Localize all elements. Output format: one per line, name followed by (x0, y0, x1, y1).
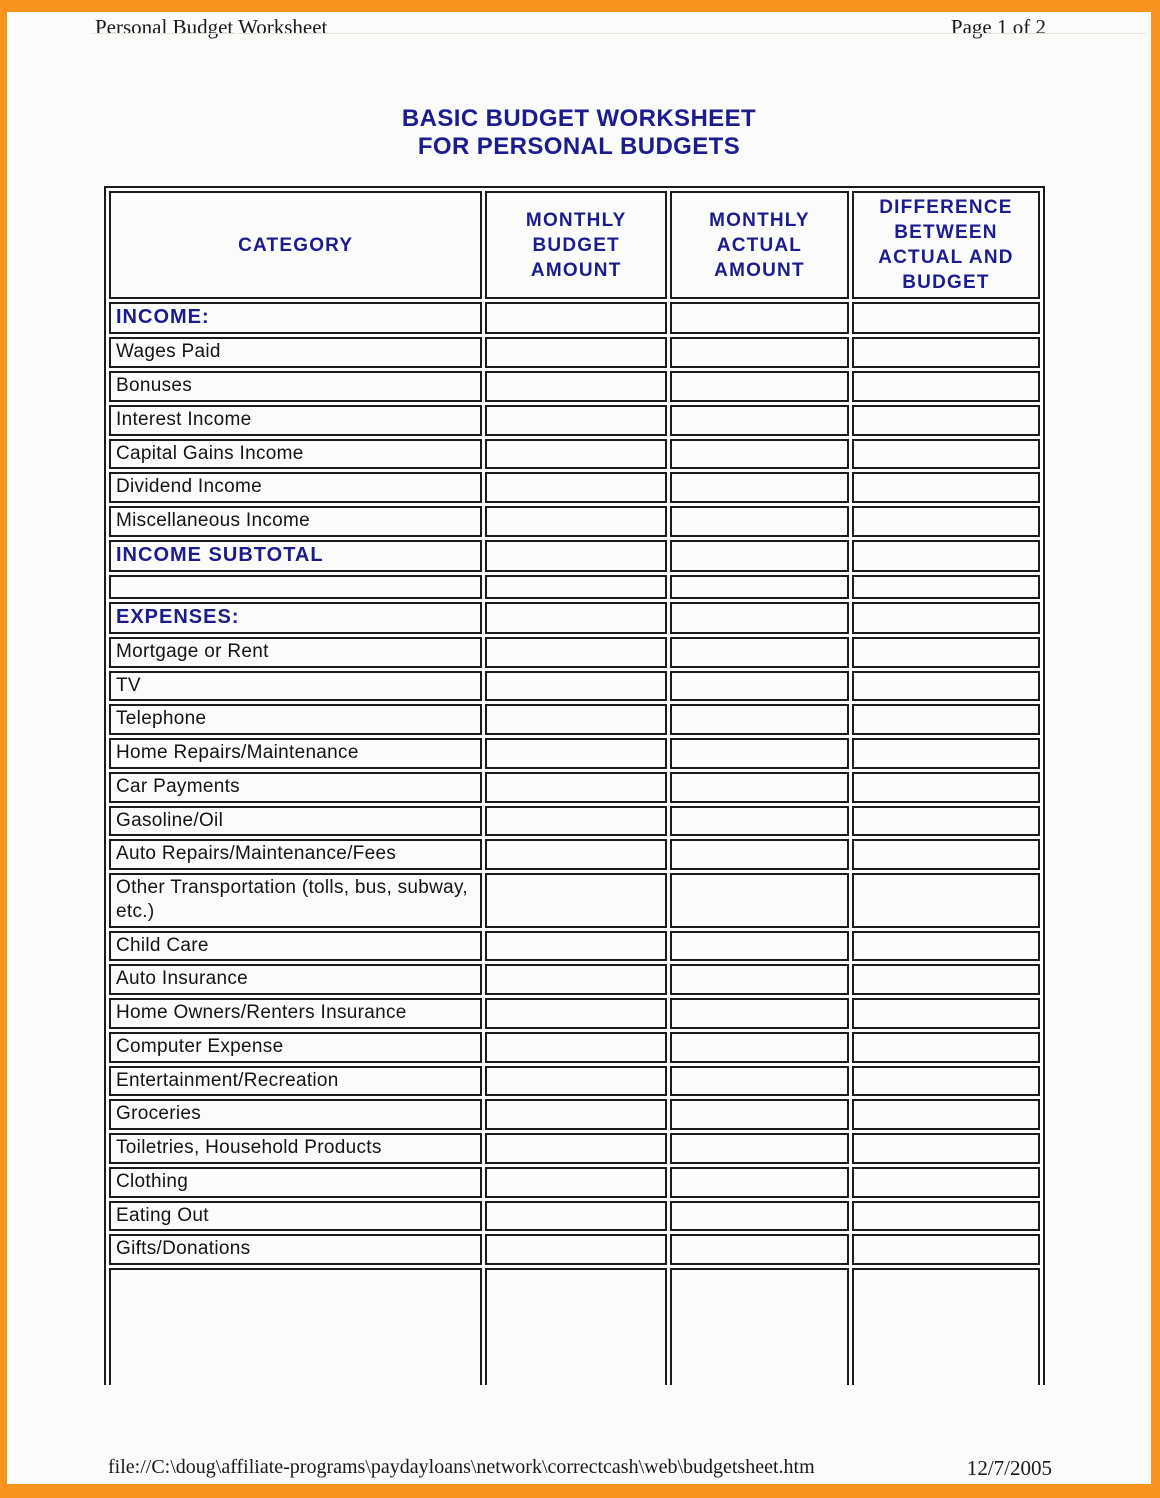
budget-amount-cell (485, 998, 667, 1029)
difference-cell (852, 998, 1040, 1029)
table-row (109, 1133, 1040, 1164)
difference-cell (852, 1234, 1040, 1265)
table-row (109, 839, 1040, 870)
budget-amount-cell (485, 302, 667, 334)
difference-cell (852, 302, 1040, 334)
category-cell: Home Repairs/Maintenance (109, 738, 482, 769)
table-row (109, 873, 1040, 928)
table-row (109, 371, 1040, 402)
difference-cell (852, 1167, 1040, 1198)
difference-cell (852, 931, 1040, 962)
actual-amount-cell (670, 472, 849, 503)
table-row (109, 964, 1040, 995)
budget-amount-cell (485, 506, 667, 537)
category-cell: INCOME SUBTOTAL (109, 540, 482, 572)
difference-cell (852, 738, 1040, 769)
category-cell: Auto Insurance (109, 964, 482, 995)
budget-amount-cell (485, 637, 667, 668)
actual-amount-cell (670, 964, 849, 995)
category-cell: Home Owners/Renters Insurance (109, 998, 482, 1029)
actual-amount-cell (670, 873, 849, 928)
difference-cell (852, 671, 1040, 702)
difference-cell (852, 575, 1040, 599)
actual-amount-cell (670, 405, 849, 436)
budget-amount-cell (485, 772, 667, 803)
actual-amount-cell (670, 1201, 849, 1232)
budget-amount-cell (485, 964, 667, 995)
column-header-monthly-budget-amount: MONTHLY BUDGET AMOUNT (485, 191, 667, 299)
actual-amount-cell (670, 637, 849, 668)
actual-amount-cell (670, 931, 849, 962)
actual-amount-cell (670, 575, 849, 599)
actual-amount-cell (670, 1032, 849, 1063)
category-cell: Entertainment/Recreation (109, 1066, 482, 1097)
category-cell: TV (109, 671, 482, 702)
category-cell: Miscellaneous Income (109, 506, 482, 537)
document-title (7, 105, 1151, 161)
category-cell: EXPENSES: (109, 602, 482, 634)
difference-cell (852, 1032, 1040, 1063)
table-row (109, 1032, 1040, 1063)
difference-cell (852, 839, 1040, 870)
table-row (109, 1234, 1040, 1265)
budget-amount-cell (485, 472, 667, 503)
table-row (109, 439, 1040, 470)
difference-cell (852, 1099, 1040, 1130)
table-row (109, 337, 1040, 368)
table-row (109, 704, 1040, 735)
table-row (109, 472, 1040, 503)
table-row (109, 302, 1040, 334)
actual-amount-cell (670, 1234, 849, 1265)
difference-cell (852, 1066, 1040, 1097)
column-header-monthly-actual-amount: MONTHLY ACTUAL AMOUNT (670, 191, 849, 299)
budget-amount-cell (485, 1167, 667, 1198)
budget-amount-cell (485, 1133, 667, 1164)
budget-amount-cell (485, 1066, 667, 1097)
category-cell: Child Care (109, 931, 482, 962)
actual-amount-cell (670, 1133, 849, 1164)
table-row (109, 575, 1040, 599)
document-title-line1: BASIC BUDGET WORKSHEET (401, 105, 757, 132)
print-footer-file-path: file://C:\doug\affiliate-programs\paydayloans\network\correctcash\web\budgetsheet.htm (108, 1456, 815, 1478)
category-cell: Gifts/Donations (109, 1234, 482, 1265)
table-row (109, 671, 1040, 702)
difference-cell (852, 405, 1040, 436)
actual-amount-cell (670, 704, 849, 735)
table-header-row (109, 191, 1040, 299)
actual-amount-cell (670, 337, 849, 368)
difference-cell (852, 472, 1040, 503)
actual-amount-cell (670, 671, 849, 702)
budget-amount-cell (485, 704, 667, 735)
difference-cell (852, 873, 1040, 928)
table-row (109, 1066, 1040, 1097)
actual-amount-cell (670, 839, 849, 870)
budget-amount-cell (485, 371, 667, 402)
difference-cell (852, 1268, 1040, 1385)
difference-cell (852, 637, 1040, 668)
budget-amount-cell (485, 602, 667, 634)
table-row (109, 806, 1040, 837)
budget-amount-cell (485, 873, 667, 928)
budget-amount-cell (485, 439, 667, 470)
table-row (109, 602, 1040, 634)
print-footer-date: 12/7/2005 (966, 1456, 1052, 1480)
budget-amount-cell (485, 540, 667, 572)
category-cell: Mortgage or Rent (109, 637, 482, 668)
difference-cell (852, 540, 1040, 572)
budget-amount-cell (485, 1201, 667, 1232)
actual-amount-cell (670, 506, 849, 537)
column-header-category: CATEGORY (109, 191, 482, 299)
budget-amount-cell (485, 337, 667, 368)
category-cell (109, 1268, 482, 1385)
table-row (109, 998, 1040, 1029)
category-cell: Other Transportation (tolls, bus, subway, etc.) (109, 873, 482, 928)
budget-table (104, 186, 1045, 1385)
difference-cell (852, 602, 1040, 634)
category-cell: INCOME: (109, 302, 482, 334)
category-cell: Wages Paid (109, 337, 482, 368)
budget-amount-cell (485, 405, 667, 436)
category-cell (109, 575, 482, 599)
category-cell: Eating Out (109, 1201, 482, 1232)
difference-cell (852, 439, 1040, 470)
actual-amount-cell (670, 772, 849, 803)
category-cell: Groceries (109, 1099, 482, 1130)
budget-amount-cell (485, 671, 667, 702)
category-cell: Interest Income (109, 405, 482, 436)
budget-amount-cell (485, 839, 667, 870)
difference-cell (852, 337, 1040, 368)
actual-amount-cell (670, 371, 849, 402)
difference-cell (852, 506, 1040, 537)
difference-cell (852, 371, 1040, 402)
budget-amount-cell (485, 575, 667, 599)
table-row (109, 405, 1040, 436)
budget-amount-cell (485, 1032, 667, 1063)
table-row (109, 1099, 1040, 1130)
table-row (109, 1201, 1040, 1232)
table-row (109, 738, 1040, 769)
actual-amount-cell (670, 540, 849, 572)
table-row (109, 1167, 1040, 1198)
actual-amount-cell (670, 302, 849, 334)
category-cell: Gasoline/Oil (109, 806, 482, 837)
category-cell: Toiletries, Household Products (109, 1133, 482, 1164)
category-cell: Car Payments (109, 772, 482, 803)
actual-amount-cell (670, 1066, 849, 1097)
difference-cell (852, 1201, 1040, 1232)
budget-amount-cell (485, 931, 667, 962)
table-row (109, 540, 1040, 572)
budget-amount-cell (485, 1234, 667, 1265)
difference-cell (852, 772, 1040, 803)
difference-cell (852, 1133, 1040, 1164)
print-header-page-number: Page 1 of 2 (950, 15, 1046, 39)
category-cell: Auto Repairs/Maintenance/Fees (109, 839, 482, 870)
table-row (109, 772, 1040, 803)
header-divider-rule (91, 33, 1146, 34)
budget-table-region (104, 186, 1051, 1385)
category-cell: Dividend Income (109, 472, 482, 503)
actual-amount-cell (670, 602, 849, 634)
actual-amount-cell (670, 806, 849, 837)
budget-amount-cell (485, 738, 667, 769)
table-row (109, 506, 1040, 537)
actual-amount-cell (670, 439, 849, 470)
category-cell: Clothing (109, 1167, 482, 1198)
actual-amount-cell (670, 738, 849, 769)
category-cell: Capital Gains Income (109, 439, 482, 470)
actual-amount-cell (670, 1099, 849, 1130)
column-header-difference: DIFFERENCE BETWEEN ACTUAL AND BUDGET (852, 191, 1040, 299)
actual-amount-cell (670, 998, 849, 1029)
difference-cell (852, 704, 1040, 735)
table-row (109, 1268, 1040, 1385)
category-cell: Telephone (109, 704, 482, 735)
category-cell: Computer Expense (109, 1032, 482, 1063)
category-cell: Bonuses (109, 371, 482, 402)
difference-cell (852, 806, 1040, 837)
budget-amount-cell (485, 806, 667, 837)
budget-amount-cell (485, 1099, 667, 1130)
print-header-title: Personal Budget Worksheet (95, 15, 328, 39)
budget-amount-cell (485, 1268, 667, 1385)
actual-amount-cell (670, 1167, 849, 1198)
table-row (109, 637, 1040, 668)
document-title-line2: FOR PERSONAL BUDGETS (417, 133, 741, 160)
table-row (109, 931, 1040, 962)
difference-cell (852, 964, 1040, 995)
actual-amount-cell (670, 1268, 849, 1385)
